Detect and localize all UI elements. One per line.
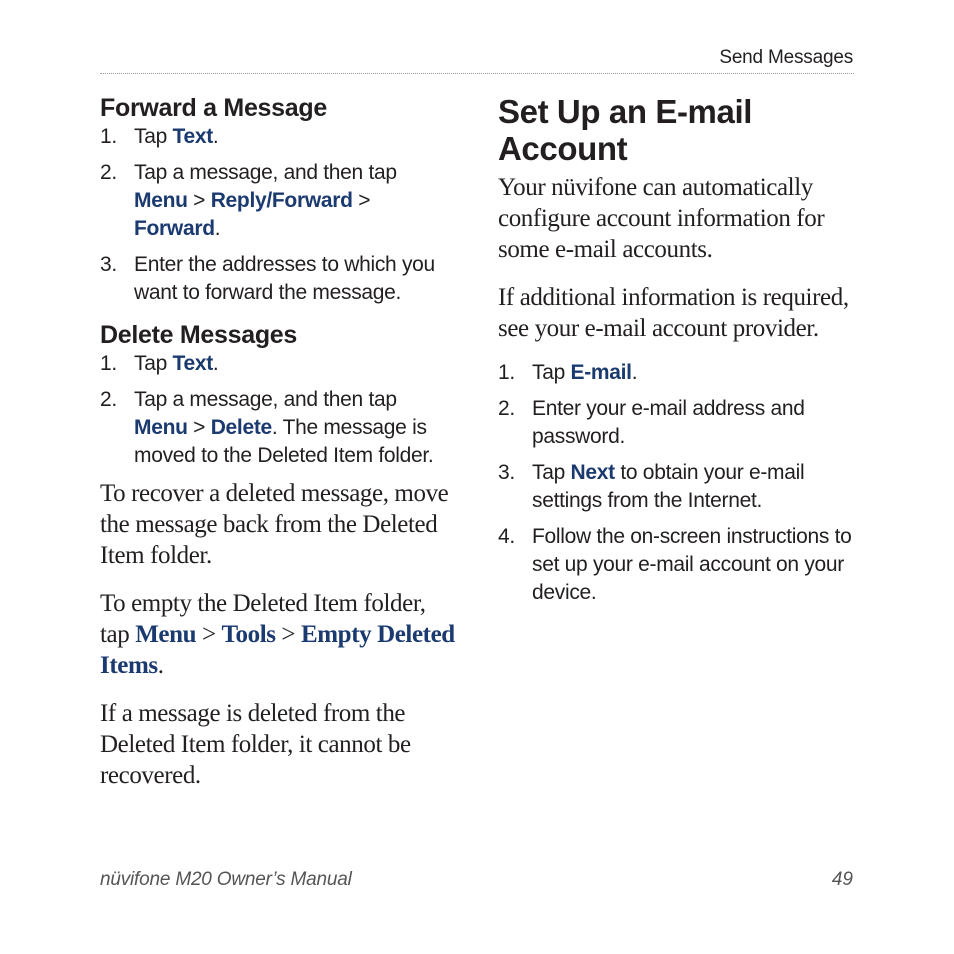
step-text: . xyxy=(631,361,638,384)
list-item xyxy=(100,386,455,470)
forward-heading: Forward a Message xyxy=(100,94,327,122)
tools-keyword: Tools xyxy=(221,621,276,648)
step-text: Enter the addresses to which you want to forward the message. xyxy=(134,253,435,304)
next-keyword: Next xyxy=(570,461,615,484)
step-text: . xyxy=(214,217,221,240)
forward-steps xyxy=(100,123,455,307)
step-text: Enter your e-mail address and password. xyxy=(532,397,805,448)
step-number: 3. xyxy=(100,253,117,276)
provider-paragraph: If additional information is required, see your e-mail account provider. xyxy=(498,284,849,342)
list-item xyxy=(498,523,854,607)
paragraph-text: . xyxy=(157,652,164,679)
step-text: . xyxy=(212,125,219,148)
step-text: Tap xyxy=(532,461,571,484)
running-header: Send Messages xyxy=(719,47,853,68)
empty-deleted-items-keyword: Empty Deleted Items xyxy=(100,621,455,679)
list-item xyxy=(498,459,854,515)
delete-keyword: Delete xyxy=(210,416,272,439)
forward-keyword: Forward xyxy=(134,217,215,240)
recover-paragraph: To recover a deleted message, move the message back from the Deleted Item folder. xyxy=(100,480,449,569)
menu-keyword: Menu xyxy=(134,189,188,212)
delete-heading: Delete Messages xyxy=(100,321,298,349)
section-title: Set Up an E-mail Account xyxy=(498,93,752,167)
right-column xyxy=(498,93,854,615)
step-number: 3. xyxy=(498,461,515,484)
list-item xyxy=(100,350,455,378)
email-setup-steps xyxy=(498,359,854,607)
delete-steps xyxy=(100,350,455,470)
list-item xyxy=(100,159,455,243)
step-number: 2. xyxy=(498,397,515,420)
menu-keyword: Menu xyxy=(134,416,188,439)
paragraph-text: To empty the Deleted Item folder, tap xyxy=(100,590,426,648)
separator: > xyxy=(187,416,211,439)
separator: > xyxy=(187,189,211,212)
reply-forward-keyword: Reply/Forward xyxy=(210,189,353,212)
list-item xyxy=(100,123,455,151)
intro-paragraph: Your nüvifone can automatically configure account information for some e-mail accounts. xyxy=(498,174,825,263)
cannot-recover-paragraph: If a message is deleted from the Deleted Item folder, it cannot be recovered. xyxy=(100,700,411,789)
step-text: Tap xyxy=(532,361,571,384)
separator: > xyxy=(196,621,222,648)
text-keyword: Text xyxy=(172,352,213,375)
left-column xyxy=(100,93,455,791)
list-item xyxy=(498,395,854,451)
step-number: 2. xyxy=(100,161,117,184)
page-number: 49 xyxy=(831,869,853,890)
step-text: Tap a message, and then tap xyxy=(134,161,397,184)
step-text: to obtain your e-mail settings from the Internet. xyxy=(532,461,805,512)
separator: > xyxy=(352,189,371,212)
empty-folder-paragraph xyxy=(100,588,455,681)
step-text: Tap a message, and then tap xyxy=(134,388,397,411)
separator: > xyxy=(275,621,301,648)
step-text: Tap xyxy=(134,352,173,375)
step-text: . xyxy=(212,352,219,375)
step-text: . The message is moved to the Deleted Item folder. xyxy=(134,416,434,467)
menu-keyword: Menu xyxy=(135,621,197,648)
step-number: 1. xyxy=(498,361,515,384)
step-number: 1. xyxy=(100,352,117,375)
step-number: 4. xyxy=(498,525,515,548)
list-item xyxy=(498,359,854,387)
step-number: 2. xyxy=(100,388,117,411)
email-keyword: E-mail xyxy=(570,361,632,384)
step-number: 1. xyxy=(100,125,117,148)
footer-manual-title: nüvifone M20 Owner’s Manual xyxy=(100,869,352,890)
step-text: Follow the on-screen instructions to set up your e-mail account on your device. xyxy=(532,525,852,604)
list-item xyxy=(100,251,455,307)
step-text: Tap xyxy=(134,125,173,148)
text-keyword: Text xyxy=(172,125,213,148)
header-divider xyxy=(100,73,854,74)
